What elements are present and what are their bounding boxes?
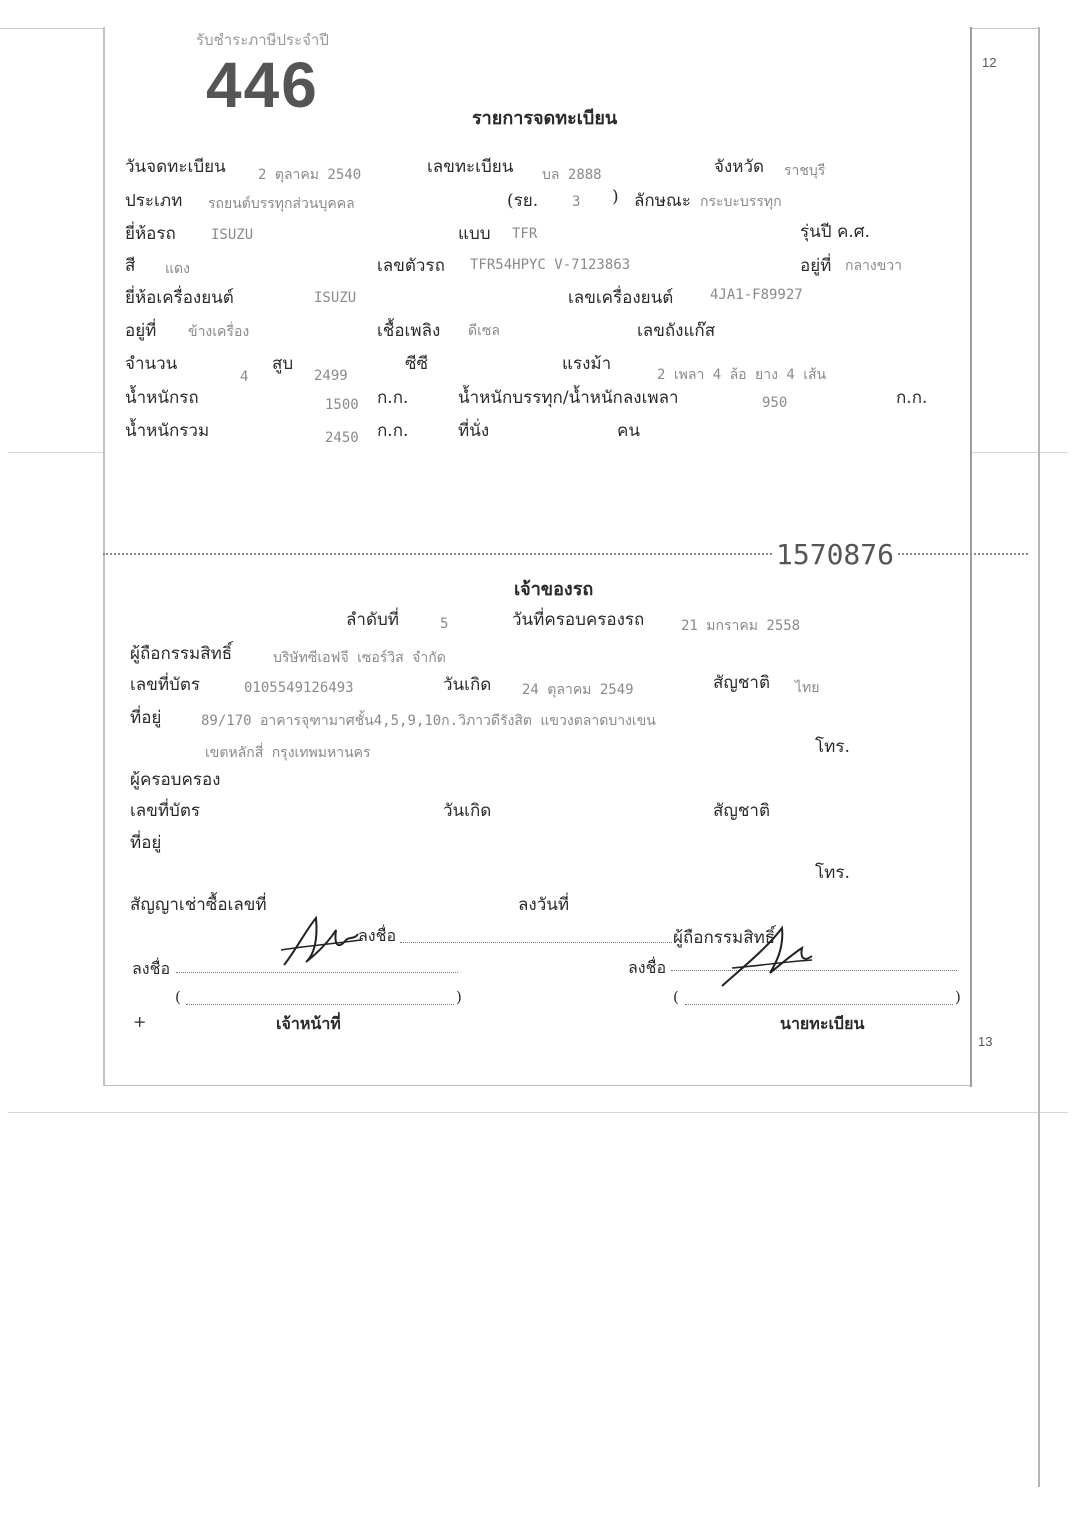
phone-label: โทร. [815,737,850,757]
possessor-dob-label: วันเกิด [443,801,492,821]
weight-unit: ก.ก. [377,388,409,408]
possession-date-value: 21 มกราคม 2558 [681,618,801,634]
serial-number: 1570876 [772,538,898,571]
province-value: ราชบุรี [784,163,826,179]
registrar-paren-close: ) [955,988,961,1006]
possession-date-label: วันที่ครอบครองรถ [512,610,645,630]
page-number-top: 12 [982,55,997,70]
owner-sign-line [400,942,672,943]
possessor-nationality-label: สัญชาติ [713,801,770,821]
ry-close: ) [612,187,619,207]
color-value: แดง [165,261,190,277]
plate-label: เลขทะเบียน [427,157,514,177]
nationality-label: สัญชาติ [713,673,770,693]
fuel-label: เชื้อเพลิง [377,321,441,341]
axles-value: 2 เพลา 4 ล้อ ยาง 4 เส้น [657,367,827,383]
owner-value: บริษัทซีเอฟจี เซอร์วิส จำกัด [273,650,446,666]
style-value: กระบะบรรทุก [700,194,782,210]
page-number-bottom: 13 [978,1034,993,1049]
order-value: 5 [440,616,449,632]
engine-location-label: อยู่ที่ [125,321,157,341]
gross-weight-unit: ก.ก. [377,421,409,441]
model-year-label: รุ่นปี ค.ศ. [800,222,870,242]
lease-number-label: สัญญาเช่าซื้อเลขที่ [130,895,267,915]
dob-label: วันเกิด [443,675,492,695]
ry-open: (รย. [507,191,539,211]
cylinders-value: 4 [240,369,249,385]
model-value: TFR [512,226,538,242]
type-value: รถยนต์บรรทุกส่วนบุคคล [208,196,355,212]
brand-value: ISUZU [211,227,254,243]
fuel-value: ดีเซล [468,323,500,339]
stamp-caption: รับชำระภาษีประจำปี [196,31,329,49]
card-left-edge [103,27,105,1085]
cc-value: 2499 [314,368,348,384]
reg-date-label: วันจดทะเบียน [125,157,226,177]
chassis-location-label: อยู่ที่ [800,256,832,276]
officer-mark: + [133,1012,147,1031]
load-label: น้ำหนักบรรทุก/น้ำหนักลงเพลา [458,388,679,408]
style-label: ลักษณะ [634,191,691,211]
id-label: เลขที่บัตร [130,675,201,695]
weight-value: 1500 [325,397,359,413]
owner-label: ผู้ถือกรรมสิทธิ์ [130,644,233,664]
page-divider-outer [1038,27,1040,1487]
engine-location-value: ข้างเครื่อง [188,324,250,340]
document-title: รายการจดทะเบียน [472,108,618,129]
possessor-id-label: เลขที่บัตร [130,801,201,821]
weight-label: น้ำหนักรถ [125,388,199,408]
type-label: ประเภท [125,191,183,211]
scan-line-bottom [8,1112,1068,1113]
owner-sign-role: ผู้ถือกรรมสิทธิ์ [673,928,776,948]
id-value: 0105549126493 [244,680,354,696]
officer-paren-open: ( [175,988,181,1006]
engine-brand-value: ISUZU [314,290,357,306]
chassis-label: เลขตัวรถ [377,256,445,276]
reg-date-value: 2 ตุลาคม 2540 [258,167,362,183]
officer-sign-line [176,972,458,973]
ry-value: 3 [572,194,581,210]
model-label: แบบ [458,224,491,244]
possessor-label: ผู้ครอบครอง [130,770,221,790]
address-line-2: เขตหลักสี่ กรุงเทพมหานคร [205,745,371,761]
owner-section-title: เจ้าของรถ [514,579,594,600]
registrar-role: นายทะเบียน [780,1014,865,1033]
seats-unit: คน [617,421,640,441]
officer-role: เจ้าหน้าที่ [276,1014,341,1033]
gross-weight-label: น้ำหนักรวม [125,421,210,441]
engine-number-value: 4JA1-F89927 [710,287,803,303]
nationality-value: ไทย [795,680,820,696]
chassis-location-value: กลางขวา [845,258,903,274]
engine-number-label: เลขเครื่องยนต์ [568,288,674,308]
province-label: จังหวัด [714,157,765,177]
color-label: สี [125,256,136,276]
registrar-paren-open: ( [673,988,679,1006]
page-divider-inner [970,27,972,1087]
dob-value: 24 ตุลาคม 2549 [522,682,634,698]
owner-sign-label: ลงชื่อ [358,926,397,945]
cylinder-unit: สูบ [272,354,294,374]
possessor-phone-label: โทร. [815,863,850,883]
lease-date-label: ลงวันที่ [518,895,570,915]
gas-tank-label: เลขถังแก๊ส [637,321,716,341]
address-label: ที่อยู่ [130,708,162,728]
officer-signature-scribble [276,910,366,970]
registrar-signature-scribble [712,918,822,993]
chassis-value: TFR54HPYC V-7123863 [470,257,631,273]
gross-weight-value: 2450 [325,430,359,446]
order-label: ลำดับที่ [346,610,400,630]
possessor-address-label: ที่อยู่ [130,833,162,853]
registrar-sign-label: ลงชื่อ [628,958,667,977]
officer-name-line [186,1004,454,1005]
brand-label: ยี่ห้อรถ [125,224,176,244]
address-line-1: 89/170 อาคารจุฑามาศชั้น4,5,9,10ก.วิภาวดีรังสิต แขวงตลาดบางเขน [201,713,656,729]
horsepower-label: แรงม้า [562,354,612,374]
load-value: 950 [762,395,788,411]
cc-label: ซีซี [405,354,429,374]
officer-sign-label: ลงชื่อ [132,959,171,978]
officer-paren-close: ) [456,988,462,1006]
seats-label: ที่นั่ง [458,421,490,441]
engine-brand-label: ยี่ห้อเครื่องยนต์ [125,288,234,308]
load-unit: ก.ก. [896,388,928,408]
registrar-name-line [685,1004,953,1005]
tax-stamp-number: 446 [206,49,319,121]
plate-value: บล 2888 [542,167,602,183]
count-label: จำนวน [125,354,178,374]
